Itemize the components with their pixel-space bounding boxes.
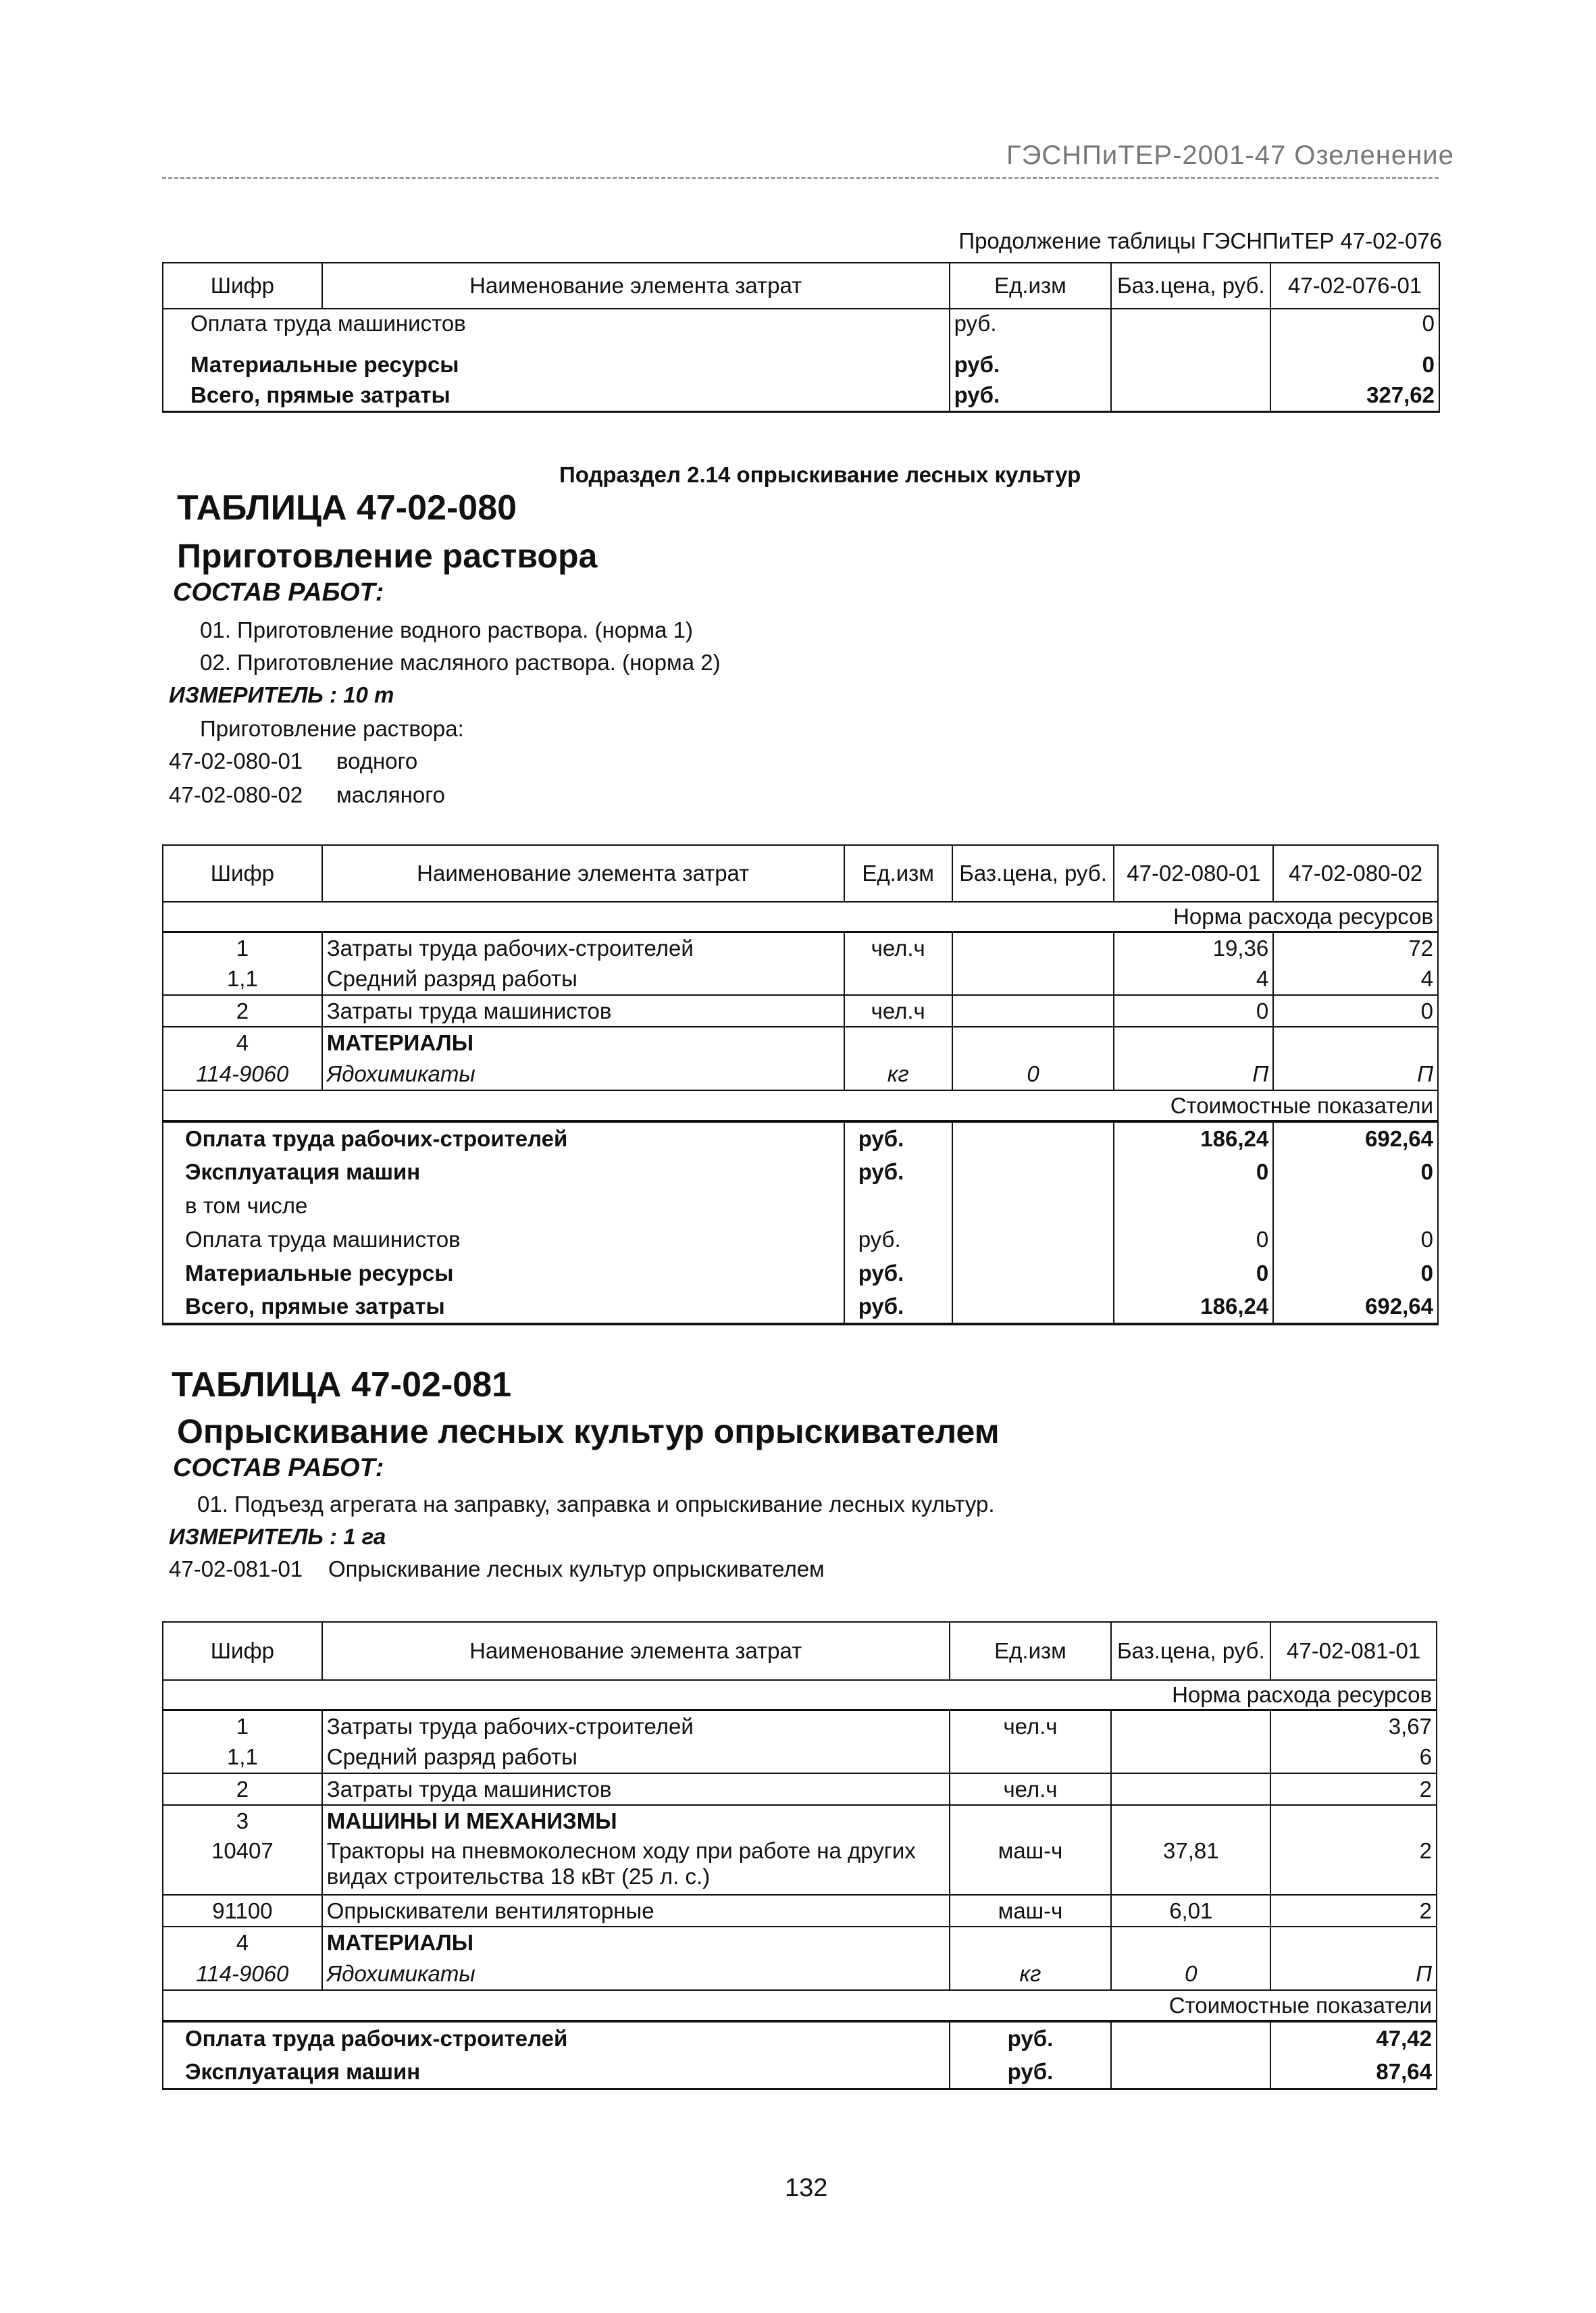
table-row: 10407 Тракторы на пневмоколесном ходу при работе на других видах строительства 18 кВт (25 л. с.) маш-ч 37,81 2 (163, 1837, 1437, 1895)
norm-code: 47-02-080-02 (169, 782, 303, 807)
col-header: Наименование элемента затрат (322, 1622, 950, 1680)
work-item: 01. Приготовление водного раствора. (норма 1) (200, 617, 693, 642)
norm-code: 47-02-081-01 (169, 1556, 303, 1581)
table-row: Материальные ресурсы руб. 0 0 (163, 1256, 1438, 1290)
col-header: Баз.цена, руб. (952, 845, 1114, 902)
stoim-label: Стоимостные показатели (163, 1990, 1437, 2021)
table-row: 91100 Опрыскиватели вентиляторные маш-ч 6,01 2 (163, 1895, 1437, 1927)
col-header: Наименование элемента затрат (322, 263, 950, 309)
continuation-caption: Продолжение таблицы ГЭСНПиТЕР 47-02-076 (958, 228, 1442, 253)
col-header: Ед.изм (844, 845, 952, 902)
table-title: Приготовление раствора (177, 537, 598, 575)
page-number: 132 (785, 2174, 828, 2202)
sostav-label: СОСТАВ РАБОТ: (173, 578, 384, 607)
header-divider (162, 177, 1439, 179)
col-header: Ед.изм (950, 263, 1112, 309)
subsection-title: Подраздел 2.14 опрыскивание лесных культур (559, 462, 1081, 487)
table-title: Опрыскивание лесных культур опрыскивателем (177, 1413, 1000, 1450)
table-row: Материальные ресурсы руб. 0 (163, 349, 1439, 380)
table-row: Эксплуатация машин руб. 87,64 (163, 2055, 1437, 2089)
work-item: 01. Подъезд агрегата на заправку, заправка и опрыскивание лесных культур. (197, 1492, 995, 1517)
table-row: 1 Затраты труда рабочих-строителей чел.ч 19,36 72 (163, 932, 1438, 963)
table-row: Оплата труда рабочих-строителей руб. 47,42 (163, 2021, 1437, 2055)
table-row: 2 Затраты труда машинистов чел.ч 0 0 (163, 995, 1438, 1027)
col-header: Шифр (163, 263, 322, 309)
table-row: Оплата труда машинистов руб. 0 0 (163, 1223, 1438, 1256)
table-row: Всего, прямые затраты руб. 327,62 (163, 380, 1439, 411)
col-header: 47-02-080-02 (1273, 845, 1438, 902)
measure-unit: ИЗМЕРИТЕЛЬ : 1 га (169, 1524, 386, 1549)
stoim-label: Стоимостные показатели (163, 1090, 1438, 1121)
table-row: 4 МАТЕРИАЛЫ (163, 1927, 1437, 1958)
col-header: Наименование элемента затрат (322, 845, 844, 902)
table-row: 114-9060 Ядохимикаты кг 0 П (163, 1958, 1437, 1990)
norma-label: Норма расхода ресурсов (163, 1680, 1437, 1710)
table-row: 4 МАТЕРИАЛЫ (163, 1027, 1438, 1059)
intro-text: Приготовление раствора: (200, 716, 464, 741)
running-header: ГЭСНПиТЕР-2001-47 Озеленение (1006, 141, 1454, 170)
measure-unit: ИЗМЕРИТЕЛЬ : 10 т (169, 682, 394, 707)
table-row: Всего, прямые затраты руб. 186,24 692,64 (163, 1290, 1438, 1324)
table-row: 114-9060 Ядохимикаты кг 0 П П (163, 1059, 1438, 1090)
table-row: 3 МАШИНЫ И МЕХАНИЗМЫ (163, 1805, 1437, 1837)
table-heading: ТАБЛИЦА 47-02-081 (172, 1365, 512, 1404)
col-header: 47-02-080-01 (1114, 845, 1273, 902)
table-47-02-080 (162, 844, 1439, 1325)
norm-desc: масляного (336, 782, 445, 807)
col-header: 47-02-081-01 (1270, 1622, 1437, 1680)
table-row: Эксплуатация машин руб. 0 0 (163, 1155, 1438, 1189)
table-row: Оплата труда машинистов руб. 0 (163, 309, 1439, 349)
col-header: Баз.цена, руб. (1111, 1622, 1270, 1680)
work-item: 02. Приготовление масляного раствора. (норма 2) (200, 650, 721, 675)
col-header: Ед.изм (950, 1622, 1112, 1680)
norm-desc: водного (336, 748, 418, 773)
norm-desc: Опрыскивание лесных культур опрыскивателем (328, 1556, 825, 1581)
table-row: 1,1 Средний разряд работы 6 (163, 1742, 1437, 1773)
table-47-02-076 (162, 262, 1440, 413)
col-header: Шифр (163, 845, 322, 902)
table-row: 1 Затраты труда рабочих-строителей чел.ч 3,67 (163, 1710, 1437, 1742)
sostav-label: СОСТАВ РАБОТ: (173, 1454, 384, 1482)
table-row: 1,1 Средний разряд работы 4 4 (163, 963, 1438, 995)
table-row: в том числе (163, 1189, 1438, 1223)
norma-label: Норма расхода ресурсов (163, 902, 1438, 932)
col-header: 47-02-076-01 (1270, 263, 1439, 309)
col-header: Шифр (163, 1622, 322, 1680)
col-header: Баз.цена, руб. (1111, 263, 1270, 309)
table-row: 2 Затраты труда машинистов чел.ч 2 (163, 1773, 1437, 1805)
table-row: Оплата труда рабочих-строителей руб. 186,24 692,64 (163, 1121, 1438, 1155)
table-heading: ТАБЛИЦА 47-02-080 (177, 488, 517, 528)
table-47-02-081 (162, 1621, 1437, 2090)
norm-code: 47-02-080-01 (169, 748, 303, 773)
